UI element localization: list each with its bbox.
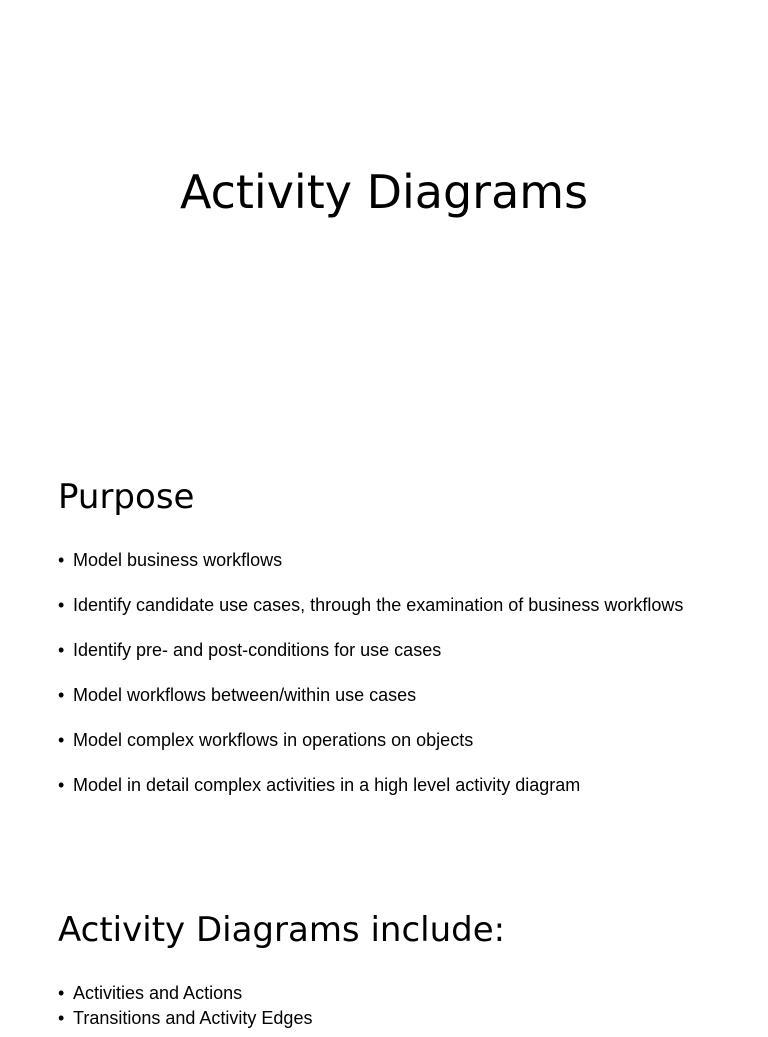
- purpose-item: [58, 542, 698, 579]
- purpose-item-text: Model workflows between/within use cases: [73, 685, 417, 705]
- includes-item-text: Transitions and Activity Edges: [73, 1008, 313, 1028]
- bullet-icon: •: [58, 730, 65, 750]
- purpose-heading: Purpose: [58, 477, 195, 517]
- bullet-icon: •: [58, 775, 65, 795]
- purpose-item-text: Identify pre- and post-conditions for use cases: [73, 640, 442, 660]
- includes-item-text: Activities and Actions: [73, 983, 243, 1003]
- bullet-icon: •: [58, 685, 65, 705]
- bullet-icon: •: [58, 595, 65, 615]
- bullet-icon: •: [58, 640, 65, 660]
- purpose-list: [58, 542, 698, 812]
- purpose-item: [58, 587, 698, 624]
- bullet-icon: •: [58, 550, 65, 570]
- includes-item: [58, 1000, 698, 1037]
- purpose-item-text: Model complex workflows in operations on objects: [73, 730, 474, 750]
- purpose-item: [58, 632, 698, 669]
- purpose-item: [58, 677, 698, 714]
- includes-heading: Activity Diagrams include:: [58, 910, 506, 950]
- bullet-icon: •: [58, 1008, 65, 1028]
- purpose-item-text: Model business workflows: [73, 550, 283, 570]
- slide-title: Activity Diagrams: [179, 165, 589, 219]
- purpose-item-text: Model in detail complex activities in a high level activity diagram: [73, 775, 581, 795]
- includes-list: [58, 975, 698, 1028]
- purpose-item: [58, 767, 698, 804]
- bullet-icon: •: [58, 983, 65, 1003]
- purpose-item: [58, 722, 698, 759]
- purpose-item-text: Identify candidate use cases, through the examination of business workflows: [73, 595, 684, 615]
